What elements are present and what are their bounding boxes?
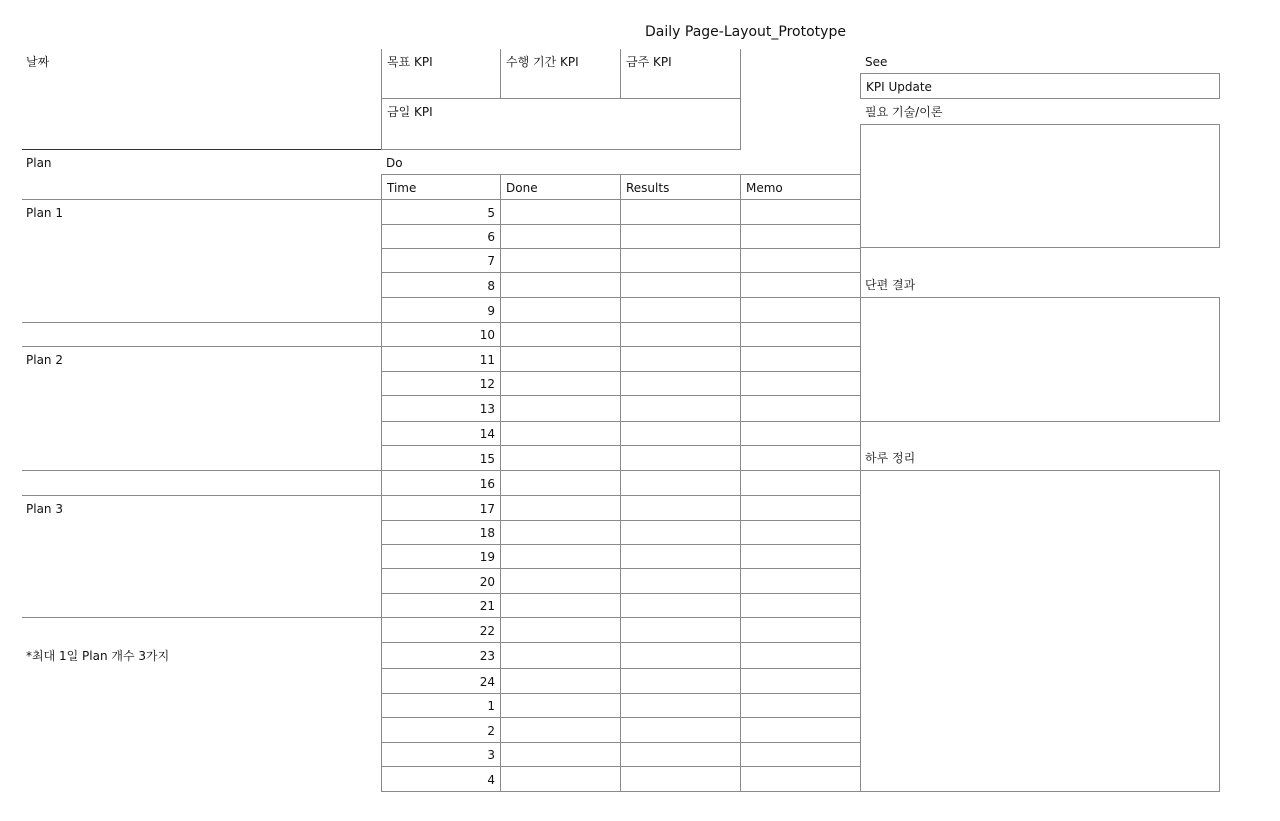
results-cell[interactable] [620,297,741,323]
time-cell [381,445,501,471]
time-value: 1 [487,699,495,713]
fragment-label: 단편 결과 [865,278,916,292]
results-cell[interactable] [620,248,741,273]
memo-cell[interactable] [740,495,861,521]
time-cell [381,568,501,594]
time-value: 8 [487,279,495,293]
do-header: Do [386,156,403,170]
time-value: 4 [487,773,495,787]
time-value: 18 [479,526,495,540]
column-header-done [500,174,621,200]
memo-cell[interactable] [740,297,861,323]
time-cell [381,322,501,347]
time-value: 20 [479,575,495,589]
plan-1-label: Plan 1 [26,206,63,220]
time-cell [381,742,501,767]
results-cell[interactable] [620,717,741,743]
date-divider [381,49,382,150]
column-header-label: Memo [746,181,783,195]
time-value: 24 [479,675,495,689]
results-cell[interactable] [620,668,741,694]
memo-cell[interactable] [740,272,861,298]
kpi-divider-2 [620,49,621,99]
results-cell[interactable] [620,766,741,792]
time-cell [381,642,501,669]
column-header-time [381,174,501,200]
results-cell[interactable] [620,421,741,446]
plan-limit-note: *최대 1일 Plan 개수 3가지 [26,649,170,663]
column-header-label: Done [506,181,538,195]
results-cell[interactable] [620,445,741,471]
memo-cell[interactable] [740,395,861,422]
results-cell[interactable] [620,742,741,767]
done-cell[interactable] [500,224,621,249]
summary-box[interactable] [860,470,1220,792]
period-kpi-label: 수행 기간 KPI [506,55,579,69]
time-value: 22 [479,624,495,638]
column-header-label: Results [626,181,670,195]
fragment-box[interactable] [860,297,1220,422]
memo-cell[interactable] [740,642,861,669]
plan-3-label: Plan 3 [26,502,63,516]
time-value: 10 [479,328,495,342]
memo-cell[interactable] [740,617,861,643]
time-value: 12 [479,377,495,391]
done-cell[interactable] [500,693,621,718]
week-kpi-label: 금주 KPI [626,55,672,69]
time-cell [381,346,501,372]
results-cell[interactable] [620,395,741,422]
done-cell[interactable] [500,717,621,743]
time-value: 11 [479,353,495,367]
done-cell[interactable] [500,346,621,372]
results-cell[interactable] [620,520,741,545]
done-cell[interactable] [500,371,621,396]
time-cell [381,272,501,298]
done-cell[interactable] [500,766,621,792]
plan-3-start-line [22,495,382,496]
done-cell[interactable] [500,322,621,347]
memo-cell[interactable] [740,742,861,767]
done-cell[interactable] [500,617,621,643]
results-cell[interactable] [620,642,741,669]
time-cell [381,495,501,521]
time-cell [381,371,501,396]
memo-cell[interactable] [740,445,861,471]
memo-cell[interactable] [740,693,861,718]
time-cell [381,297,501,323]
time-cell [381,395,501,422]
plan-2-start-line [22,346,382,347]
kpi-update-label: KPI Update [866,80,932,94]
results-cell[interactable] [620,224,741,249]
done-cell[interactable] [500,248,621,273]
plan-header: Plan [26,156,52,170]
results-cell[interactable] [620,322,741,347]
plan-1-end-line [22,322,382,323]
results-cell[interactable] [620,544,741,569]
done-cell[interactable] [500,272,621,298]
column-header-label: Time [387,181,417,195]
memo-cell[interactable] [740,346,861,372]
time-value: 2 [487,724,495,738]
memo-cell[interactable] [740,668,861,694]
results-cell[interactable] [620,495,741,521]
results-cell[interactable] [620,568,741,594]
results-cell[interactable] [620,593,741,618]
summary-label: 하루 정리 [865,451,916,465]
kpi-row-line [381,98,741,99]
time-value: 13 [479,402,495,416]
results-cell[interactable] [620,470,741,496]
done-cell[interactable] [500,297,621,323]
memo-cell[interactable] [740,224,861,249]
time-cell [381,544,501,569]
memo-cell[interactable] [740,717,861,743]
done-cell[interactable] [500,395,621,422]
done-cell[interactable] [500,593,621,618]
done-cell[interactable] [500,495,621,521]
done-cell[interactable] [500,421,621,446]
memo-cell[interactable] [740,248,861,273]
done-cell[interactable] [500,520,621,545]
goal-kpi-label: 목표 KPI [387,55,433,69]
time-cell [381,617,501,643]
time-value: 15 [479,452,495,466]
time-cell [381,199,501,225]
memo-cell[interactable] [740,371,861,396]
done-cell[interactable] [500,199,621,225]
time-cell [381,693,501,718]
time-cell [381,668,501,694]
plan-3-end-line [22,617,382,618]
see-header: See [865,55,888,69]
memo-cell[interactable] [740,593,861,618]
time-value: 16 [479,477,495,491]
kpi-bottom-line [381,149,741,150]
memo-cell[interactable] [740,421,861,446]
time-value: 5 [487,206,495,220]
memo-cell[interactable] [740,544,861,569]
time-value: 6 [487,230,495,244]
time-cell [381,224,501,249]
memo-cell[interactable] [740,470,861,496]
kpi-divider-3 [740,49,741,150]
memo-cell[interactable] [740,520,861,545]
results-cell[interactable] [620,371,741,396]
time-cell [381,520,501,545]
results-cell[interactable] [620,346,741,372]
plan-2-label: Plan 2 [26,353,63,367]
done-cell[interactable] [500,642,621,669]
done-cell[interactable] [500,544,621,569]
time-value: 7 [487,254,495,268]
done-cell[interactable] [500,742,621,767]
page-title: Daily Page-Layout_Prototype [645,24,846,40]
time-value: 19 [479,550,495,564]
skills-label: 필요 기술/이론 [865,105,943,119]
memo-cell[interactable] [740,766,861,792]
memo-cell[interactable] [740,199,861,225]
memo-cell[interactable] [740,322,861,347]
memo-cell[interactable] [740,568,861,594]
time-cell [381,421,501,446]
done-cell[interactable] [500,668,621,694]
time-value: 14 [479,427,495,441]
results-cell[interactable] [620,199,741,225]
done-cell[interactable] [500,470,621,496]
today-kpi-label: 금일 KPI [387,105,433,119]
date-underline [22,149,382,150]
time-value: 21 [479,599,495,613]
time-cell [381,593,501,618]
column-header-memo [740,174,861,200]
time-value: 9 [487,304,495,318]
results-cell[interactable] [620,693,741,718]
done-cell[interactable] [500,568,621,594]
skills-box[interactable] [860,124,1220,248]
results-cell[interactable] [620,272,741,298]
time-cell [381,717,501,743]
plan-2-end-line [22,470,382,471]
results-cell[interactable] [620,617,741,643]
date-label: 날짜 [26,55,50,69]
time-cell [381,248,501,273]
plan-header-line [22,199,382,200]
time-value: 23 [479,649,495,663]
kpi-update-box[interactable] [860,73,1220,99]
time-cell [381,766,501,792]
time-cell [381,470,501,496]
kpi-divider-1 [500,49,501,99]
time-value: 17 [479,502,495,516]
time-value: 3 [487,748,495,762]
column-header-results [620,174,741,200]
done-cell[interactable] [500,445,621,471]
